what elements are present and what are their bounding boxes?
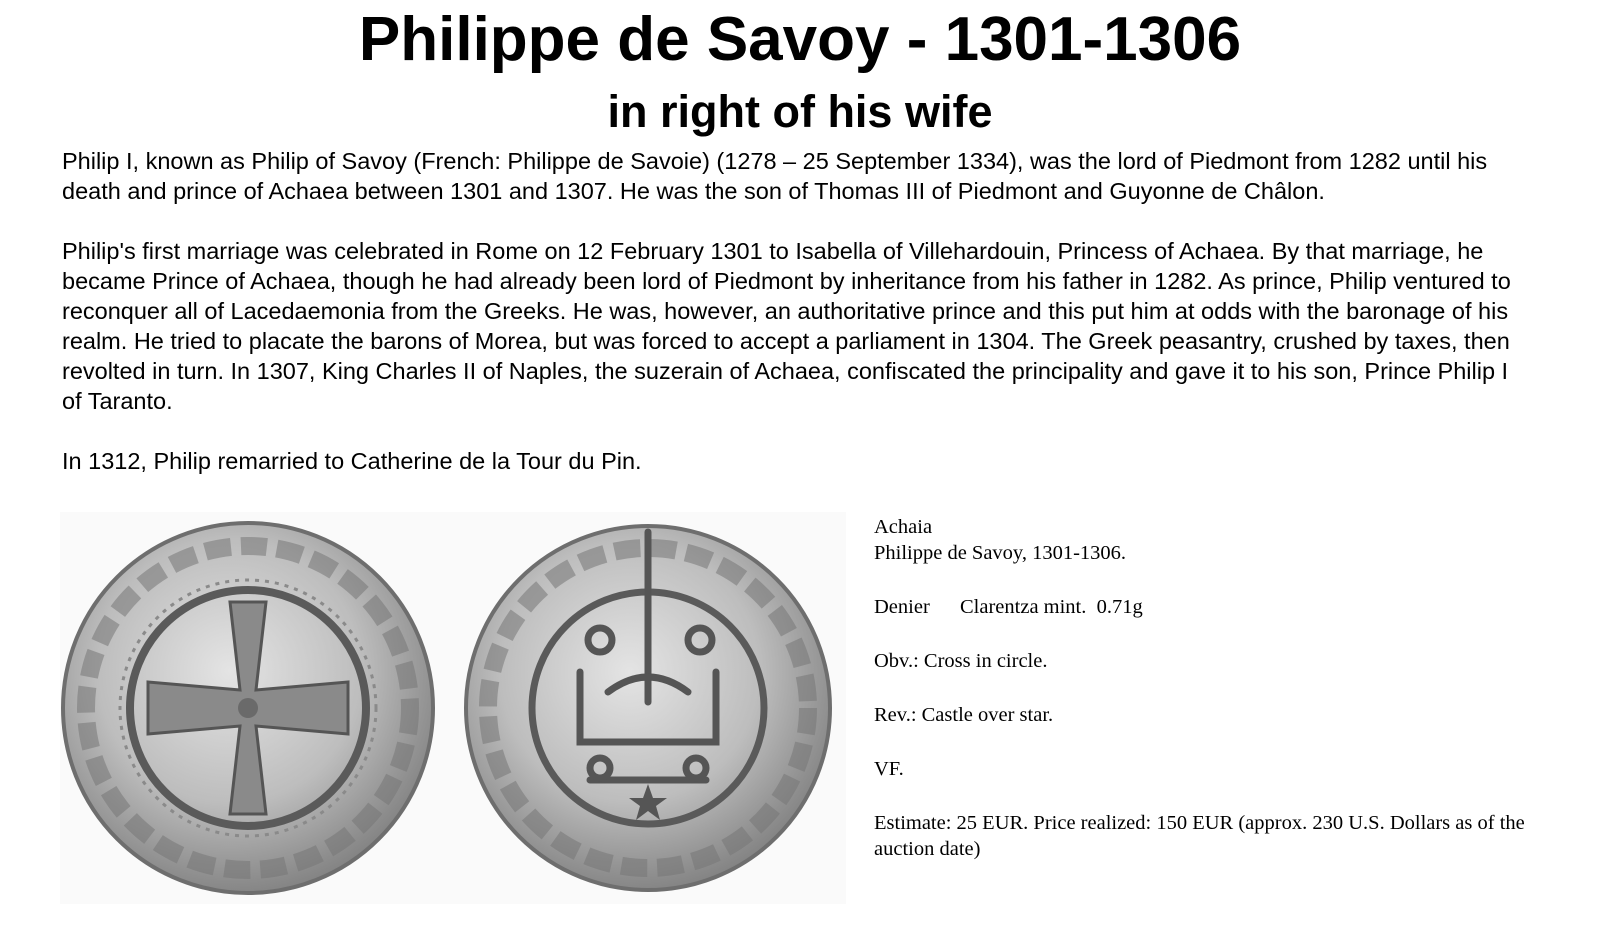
coin-estimate: Estimate: 25 EUR. Price realized: 150 EUR (approx. 230 U.S. Dollars as of the auction date) <box>874 812 1525 860</box>
coin-photograph <box>60 512 846 904</box>
page-title: Philippe de Savoy - 1301-1306 <box>358 5 1242 74</box>
coin-mint-weight: Clarentza mint. 0.71g <box>960 596 1143 618</box>
coin-type-line <box>874 594 1554 620</box>
bio-paragraph-2: Philip's first marriage was celebrated in Rome on 12 February 1301 to Isabella of Villehardouin, Princess of Achaea. By that marriage, he became Prince of Achaea, though he had already been lord of Piedmont by inheritance from his father in 1282. As prince, Philip ventured to reconquer all of Lacedaemonia from the Greeks. He was, however, an authoritative prince and this put him at odds with the baronage of his realm. He tried to placate the barons of Morea, but was forced to accept a parliament in 1304. The Greek peasantry, crushed by taxes, then revolted in turn. In 1307, King Charles II of Naples, the suzerain of Achaea, confiscated the principality and gave it to his son, Prince Philip I of Taranto. <box>62 238 1511 414</box>
coin-region: Achaia <box>874 516 933 538</box>
coin-image <box>60 512 846 904</box>
coin-ruler: Philippe de Savoy, 1301-1306. <box>874 542 1127 564</box>
coin-obverse <box>63 523 433 893</box>
bio-paragraph-3: In 1312, Philip remarried to Catherine de la Tour du Pin. <box>62 448 642 474</box>
page-subtitle: in right of his wife <box>607 86 993 137</box>
coin-reverse-desc: Rev.: Castle over star. <box>874 704 1054 726</box>
bio-paragraph-1: Philip I, known as Philip of Savoy (French: Philippe de Savoie) (1278 – 25 September 1334), was the lord of Piedmont from 1282 until his death and prince of Achaea between 1301 and 1307. He was the son of Thomas III of Piedmont and Guyonne de Châlon. <box>62 148 1488 204</box>
coin-reverse <box>466 526 830 890</box>
coin-denomination: Denier <box>874 596 930 618</box>
coin-obverse-desc: Obv.: Cross in circle. <box>874 650 1048 672</box>
coin-grade: VF. <box>874 758 904 780</box>
